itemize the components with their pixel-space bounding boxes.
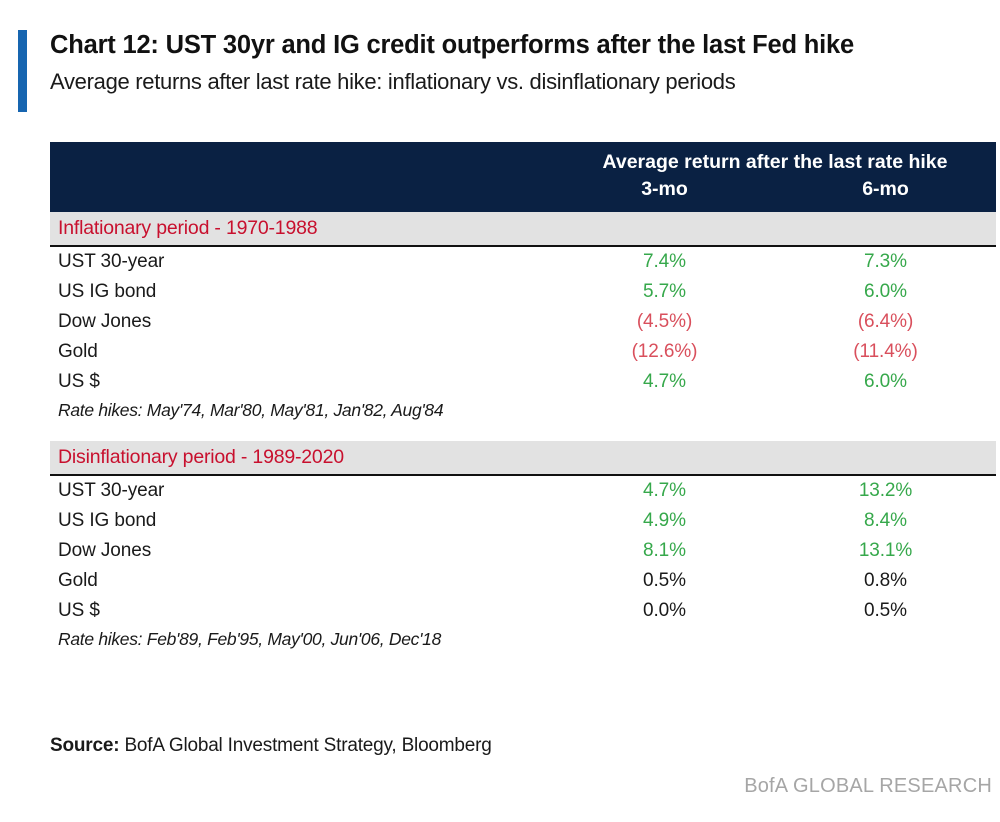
section-blank-cell xyxy=(554,441,775,475)
row-label: US $ xyxy=(58,371,100,392)
section-blank-cell xyxy=(775,212,996,246)
row-label: Gold xyxy=(58,341,98,362)
row-value-6mo: 8.4% xyxy=(864,510,907,531)
row-value-3mo: 4.7% xyxy=(643,371,686,392)
table-row xyxy=(50,475,996,506)
section-title-disinflationary: Disinflationary period - 1989-2020 xyxy=(50,441,554,475)
table-row xyxy=(50,367,996,397)
table-row xyxy=(50,246,996,277)
table-row xyxy=(50,566,996,596)
row-value-6mo: (6.4%) xyxy=(857,311,914,332)
section-note-inflationary: Rate hikes: May'74, Mar'80, May'81, Jan'82, Aug'84 xyxy=(58,400,444,420)
table-row xyxy=(50,307,996,337)
row-value-3mo: 8.1% xyxy=(643,540,686,561)
section-title-inflationary: Inflationary period - 1970-1988 xyxy=(50,212,554,246)
row-value-3mo: 5.7% xyxy=(643,281,686,302)
row-value-3mo: 0.5% xyxy=(643,570,686,591)
table-body xyxy=(50,212,996,656)
accent-bar xyxy=(18,30,27,112)
page-subtitle: Average returns after last rate hike: inflationary vs. disinflationary periods xyxy=(50,68,736,94)
column-header-6mo: 6-mo xyxy=(775,178,996,212)
row-label: US IG bond xyxy=(58,510,157,531)
section-spacer xyxy=(50,427,996,441)
table-head-column-row xyxy=(50,178,996,212)
section-blank-cell xyxy=(554,212,775,246)
section-note-row xyxy=(50,397,996,427)
source-text: BofA Global Investment Strategy, Bloomberg xyxy=(124,735,492,756)
source-label: Source: xyxy=(50,735,120,756)
section-note-row xyxy=(50,626,996,656)
row-value-6mo: 6.0% xyxy=(864,281,907,302)
table-head-group-row xyxy=(50,142,996,178)
returns-table-container xyxy=(50,142,996,656)
section-note-disinflationary: Rate hikes: Feb'89, Feb'95, May'00, Jun'06, Dec'18 xyxy=(58,629,442,649)
table-head xyxy=(50,142,996,212)
section-header-row xyxy=(50,212,996,246)
table-head-blank-cell xyxy=(50,142,554,178)
column-header-3mo: 3-mo xyxy=(554,178,775,212)
table-head-group-label: Average return after the last rate hike xyxy=(554,142,996,178)
row-value-3mo: (12.6%) xyxy=(631,341,698,362)
table-row xyxy=(50,536,996,566)
row-label: US IG bond xyxy=(58,281,157,302)
row-value-6mo: 13.2% xyxy=(858,480,913,501)
table-row xyxy=(50,277,996,307)
row-value-6mo: 0.5% xyxy=(864,600,907,621)
row-value-3mo: (4.5%) xyxy=(636,311,693,332)
table-row xyxy=(50,596,996,626)
row-label: Dow Jones xyxy=(58,540,152,561)
row-value-6mo: 7.3% xyxy=(864,251,907,272)
row-label: US $ xyxy=(58,600,100,621)
table-row xyxy=(50,337,996,367)
page-title: Chart 12: UST 30yr and IG credit outperforms after the last Fed hike xyxy=(50,31,855,59)
section-header-row xyxy=(50,441,996,475)
row-value-6mo: 13.1% xyxy=(858,540,913,561)
returns-table xyxy=(50,142,996,656)
row-label: Dow Jones xyxy=(58,311,152,332)
row-value-6mo: 6.0% xyxy=(864,371,907,392)
row-value-6mo: (11.4%) xyxy=(853,341,918,362)
table-row xyxy=(50,506,996,536)
row-value-6mo: 0.8% xyxy=(864,570,907,591)
row-value-3mo: 7.4% xyxy=(643,251,686,272)
chart-header xyxy=(50,30,980,95)
table-head-blank-cell-2 xyxy=(50,178,554,212)
source-line xyxy=(50,735,492,757)
row-label: Gold xyxy=(58,570,98,591)
footer-brand: BofA GLOBAL RESEARCH xyxy=(744,775,992,797)
row-value-3mo: 4.9% xyxy=(643,510,686,531)
row-label: UST 30-year xyxy=(58,251,165,272)
section-blank-cell xyxy=(775,441,996,475)
row-label: UST 30-year xyxy=(58,480,165,501)
row-value-3mo: 4.7% xyxy=(643,480,686,501)
row-value-3mo: 0.0% xyxy=(643,600,686,621)
